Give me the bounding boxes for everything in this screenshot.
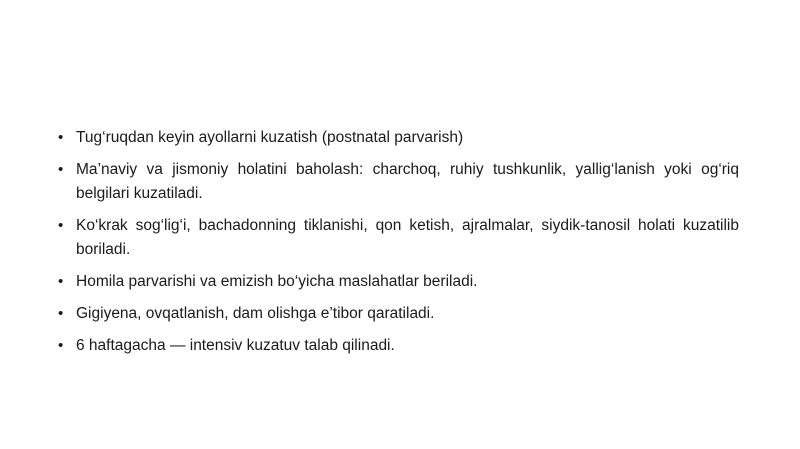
bullet-text: Tug‘ruqdan keyin ayollarni kuzatish (postnatal parvarish) (76, 129, 464, 146)
bullet-item-postnatal (58, 126, 739, 150)
bullet-item-breast-health (58, 214, 739, 262)
bullet-dot-icon: • (58, 161, 64, 178)
bullet-dot-icon: • (58, 217, 64, 234)
bullet-text: Ma’naviy va jismoniy holatini baholash: charchoq, ruhiy tushkunlik, yallig‘lanish yoki og‘riq belgilari kuzatiladi. (76, 161, 739, 202)
bullet-text: Homila parvarishi va emizish bo‘yicha maslahatlar beriladi. (76, 273, 478, 290)
bullet-list (58, 126, 739, 366)
bullet-text: Gigiyena, ovqatlanish, dam olishga e’tibor qaratiladi. (76, 305, 435, 322)
bullet-item-breastfeeding (58, 270, 739, 294)
bullet-item-assessment (58, 158, 739, 206)
bullet-dot-icon: • (58, 273, 64, 290)
bullet-dot-icon: • (58, 305, 64, 322)
bullet-text: 6 haftagacha — intensiv kuzatuv talab qilinadi. (76, 337, 395, 354)
bullet-item-six-weeks (58, 334, 739, 358)
bullet-dot-icon: • (58, 129, 64, 146)
bullet-text: Ko‘krak sog‘lig‘i, bachadonning tiklanishi, qon ketish, ajralmalar, siydik-tanosil holati kuzatilib boriladi. (76, 217, 739, 258)
bullet-dot-icon: • (58, 337, 64, 354)
bullet-item-hygiene (58, 302, 739, 326)
